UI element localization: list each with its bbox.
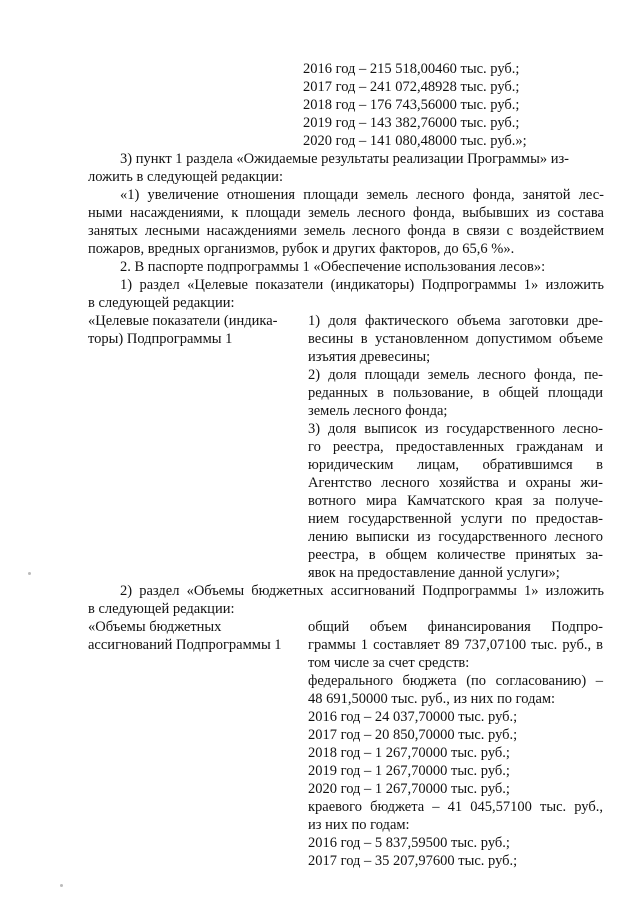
table-2-right-line: том числе за счет средств: (308, 655, 470, 671)
table-2-right-line: граммы 1 составляет 89 737,07100 тыс. руб., в (308, 637, 603, 653)
table-2-left-line-2: ассигнований Подпрограммы 1 (88, 637, 282, 653)
table-1-right-line: реданных в пользование, в общей площади (308, 385, 603, 401)
table-1-right-column (308, 312, 603, 582)
table-2-right-line: из них по годам: (308, 817, 410, 833)
table-1-right-line: 2) доля площади земель лесного фонда, пе- (308, 367, 603, 383)
year-line: 2020 год – 141 080,48000 тыс. руб.»; (303, 133, 527, 149)
table-1-right-line: го реестра, предоставленных гражданам и (308, 439, 603, 455)
table-2-right-line: федерального бюджета (по согласованию) – (308, 673, 603, 689)
table-2-right-line: 2017 год – 35 207,97600 тыс. руб.; (308, 853, 518, 869)
table-1-right-line: нием государственной услуги по предостав- (308, 511, 603, 527)
quote-1-line-3: занятых лесными насаждениями земель лесного фонда в связи с воздействием (88, 223, 604, 239)
table-2-right-line: общий объем финансирования Подпро- (308, 619, 603, 635)
quote-1-line-1: «1) увеличение отношения площади земель лесного фонда, занятой лес- (120, 187, 604, 203)
table-1-right-line: явок на предоставление данной услуги»; (308, 565, 560, 581)
table-1-right-line: 1) доля фактического объема заготовки дре- (308, 313, 603, 329)
table-2-left-line-1: «Объемы бюджетных (88, 619, 222, 635)
table-1-left-line-2: торы) Подпрограммы 1 (88, 331, 233, 347)
table-2-right-line: 2017 год – 20 850,70000 тыс. руб.; (308, 727, 518, 743)
table-2-right-line: 2019 год – 1 267,70000 тыс. руб.; (308, 763, 510, 779)
table-2-right-line: 2016 год – 24 037,70000 тыс. руб.; (308, 709, 518, 725)
top-years-list (303, 60, 527, 150)
table-2-right-line: 48 691,50000 тыс. руб., из них по годам: (308, 691, 556, 707)
table-1-right-line: лению выписки из государственного лесного (308, 529, 603, 545)
section-2-2-line-1: 2) раздел «Объемы бюджетных ассигнований Подпрограммы 1» изложить (120, 583, 604, 599)
table-1-right-line: земель лесного фонда; (308, 403, 448, 419)
table-1-right-line: реестра, в общем количестве принятых за- (308, 547, 603, 563)
quote-1-line-2: ными насаждениями, к площади земель лесного фонда, выбывших из состава (88, 205, 604, 221)
year-line: 2017 год – 241 072,48928 тыс. руб.; (303, 79, 520, 95)
year-line: 2019 год – 143 382,76000 тыс. руб.; (303, 115, 520, 131)
year-line: 2018 год – 176 743,56000 тыс. руб.; (303, 97, 520, 113)
table-1-right-line: изъятия древесины; (308, 349, 431, 365)
table-1-right-line: Агентство лесного хозяйства и охраны жи- (308, 475, 603, 491)
year-line: 2016 год – 215 518,00460 тыс. руб.; (303, 61, 520, 77)
table-2-right-column (308, 618, 603, 870)
table-2-right-line: 2016 год – 5 837,59500 тыс. руб.; (308, 835, 510, 851)
table-1-left-line-1: «Целевые показатели (индика- (88, 313, 278, 329)
table-1-right-line: вотного мира Камчатского края за получе- (308, 493, 603, 509)
section-2-2-line-2: в следующей редакции: (88, 601, 235, 617)
scan-speck (28, 572, 31, 575)
quote-1-line-4: пожаров, вредных организмов, рубок и других факторов, до 65,6 %». (88, 241, 515, 257)
table-2-right-line: 2020 год – 1 267,70000 тыс. руб.; (308, 781, 510, 797)
section-2-1-line-1: 1) раздел «Целевые показатели (индикаторы) Подпрограммы 1» изложить (120, 277, 604, 293)
table-2-right-line: краевого бюджета – 41 045,57100 тыс. руб., (308, 799, 603, 815)
table-2-right-line: 2018 год – 1 267,70000 тыс. руб.; (308, 745, 510, 761)
table-1-right-line: 3) доля выписок из государственного лесно- (308, 421, 603, 437)
section-2-1-line-2: в следующей редакции: (88, 295, 235, 311)
table-1-right-line: весины в установленном допустимом объеме (308, 331, 603, 347)
section-2-heading: 2. В паспорте подпрограммы 1 «Обеспечение использования лесов»: (120, 259, 546, 275)
paragraph-3-line-2: ложить в следующей редакции: (88, 169, 283, 185)
table-1-right-line: юридическим лицам, обратившимся в (308, 457, 603, 473)
paragraph-3-line-1: 3) пункт 1 раздела «Ожидаемые результаты реализации Программы» из- (120, 151, 570, 167)
scan-speck (60, 884, 63, 887)
